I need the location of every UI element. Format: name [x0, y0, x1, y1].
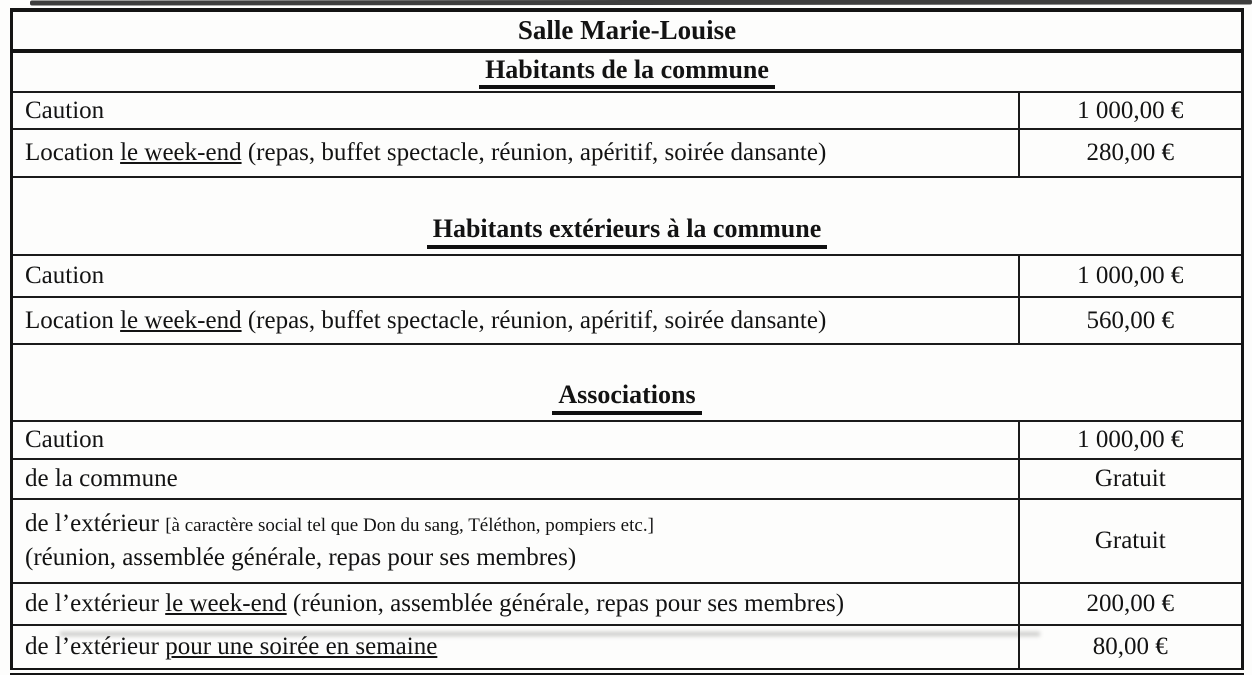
label-segment: (repas, buffet spectacle, réunion, apéritif, soirée dansante) — [241, 306, 827, 334]
row-label-cell — [12, 255, 1019, 297]
row-price-cell: 280,00 € — [1019, 129, 1243, 177]
label-text: Caution — [25, 262, 105, 289]
table-row — [12, 129, 1243, 177]
label-segment-underlined: le week-end — [120, 139, 242, 166]
table-title: Salle Marie-Louise — [12, 10, 1243, 51]
row-price-cell: 200,00 € — [1019, 583, 1243, 625]
row-price-cell: 560,00 € — [1019, 297, 1243, 344]
label-segment: Location — [25, 306, 121, 334]
table-row — [12, 459, 1243, 499]
row-label-cell — [12, 421, 1019, 459]
label-segment-underlined: le week-end — [165, 590, 287, 617]
table-row — [12, 255, 1243, 297]
label-text: Caution — [25, 426, 105, 453]
row-price-cell: 1 000,00 € — [1019, 255, 1243, 297]
section-header-habitants-commune — [12, 51, 1243, 92]
table-row — [12, 499, 1243, 583]
label-segment-small-note: [à caractère social tel que Don du sang, Téléthon, pompiers etc.] — [165, 514, 654, 536]
row-price-cell: 80,00 € — [1019, 625, 1243, 672]
pricing-table — [10, 8, 1244, 675]
section-header-label: Associations — [552, 380, 701, 415]
label-segment: de l’extérieur — [25, 509, 166, 537]
label-segment: de l’extérieur — [25, 633, 166, 660]
table-row — [12, 92, 1243, 129]
section-header-label: Habitants extérieurs à la commune — [427, 214, 828, 249]
row-label-cell — [12, 583, 1019, 625]
section-header-label: Habitants de la commune — [479, 55, 775, 90]
label-segment: de l’extérieur — [25, 590, 166, 617]
row-label-cell — [12, 129, 1019, 177]
table-row — [12, 297, 1243, 344]
label-segment-underlined: pour une soirée en semaine — [165, 633, 438, 660]
table-row — [12, 421, 1243, 459]
row-label-cell — [12, 625, 1019, 672]
label-segment: (réunion, assemblée générale, repas pour ses membres) — [286, 590, 845, 617]
section-header-associations — [12, 344, 1243, 421]
row-label-cell — [12, 459, 1019, 499]
row-label-cell — [12, 499, 1019, 583]
row-price-cell: 1 000,00 € — [1019, 92, 1243, 129]
label-segment-underlined: le week-end — [120, 306, 242, 334]
table-row — [12, 625, 1243, 672]
label-text: Caution — [25, 96, 105, 124]
section-header-habitants-exterieurs — [12, 177, 1243, 255]
table-title-row — [12, 10, 1243, 51]
table-row — [12, 583, 1243, 625]
row-price-cell: Gratuit — [1019, 459, 1243, 499]
row-label-cell — [12, 92, 1019, 129]
label-segment-line2: (réunion, assemblée générale, repas pour ses membres) — [25, 544, 577, 571]
label-segment: Location — [25, 139, 121, 166]
label-text: de la commune — [25, 465, 178, 492]
row-label-cell — [12, 297, 1019, 344]
row-price-cell: Gratuit — [1019, 499, 1243, 583]
label-segment: (repas, buffet spectacle, réunion, apéritif, soirée dansante) — [241, 139, 827, 166]
row-price-cell: 1 000,00 € — [1019, 421, 1243, 459]
scan-artifact-top-line — [30, 0, 1252, 6]
